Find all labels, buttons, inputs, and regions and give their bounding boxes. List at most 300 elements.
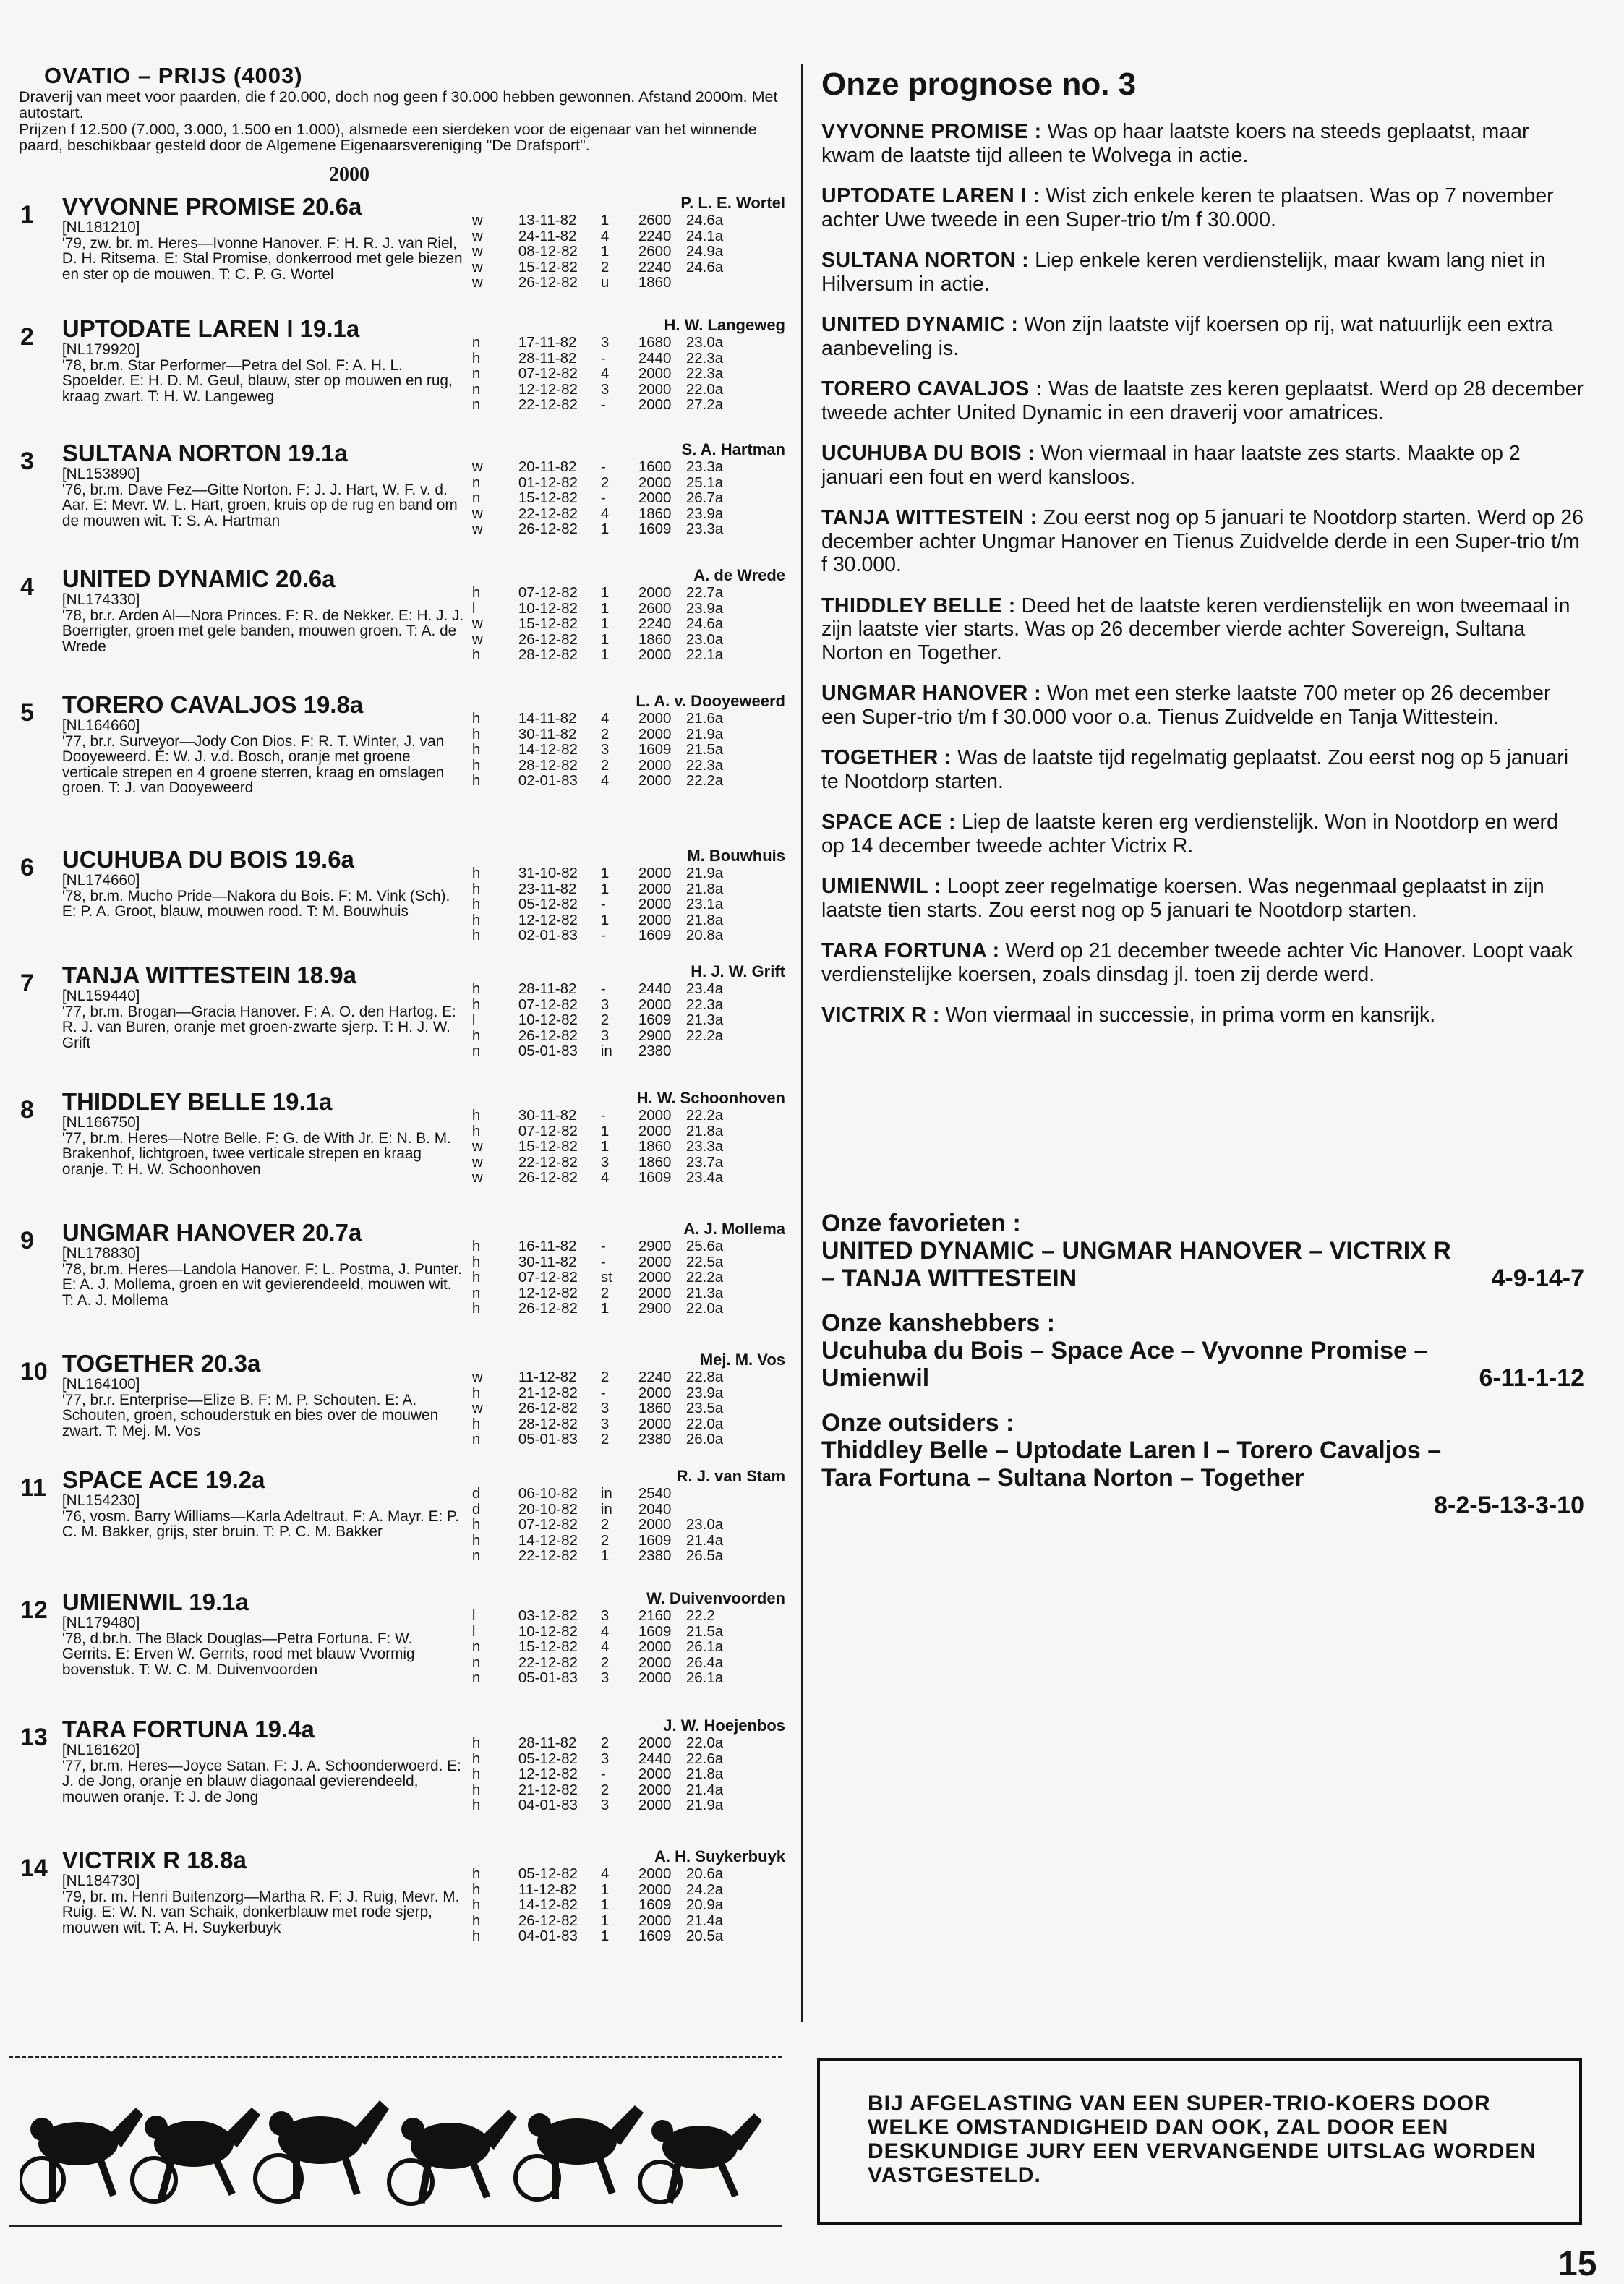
result-row [465, 366, 788, 382]
track-code: h [471, 1415, 481, 1432]
track-code: n [471, 474, 481, 491]
placing: 4 [600, 1638, 610, 1656]
results-block [465, 847, 788, 962]
placing: 3 [600, 1797, 610, 1814]
spacer [821, 1045, 1584, 1210]
horse-code: [NL166750] [61, 1114, 140, 1131]
placing: 1 [600, 599, 610, 617]
kilometer-time: 20.8a [685, 927, 724, 944]
results-block [465, 1467, 788, 1589]
horse-info [62, 1589, 465, 1716]
kilometer-time: 22.0a [685, 1300, 724, 1317]
entry-number: 7 [20, 970, 34, 997]
race-date: 13-11-82 [518, 212, 577, 228]
race-date: 20-11-82 [518, 458, 577, 475]
horse-description: '77, br.m. Heres—Joyce Satan. F: J. A. Schoonderwoerd. E: J. de Jong, oranje en blauw diagonaal gevierendeeld, mouwen oranje. T: J. de Jong [61, 1757, 461, 1805]
result-row [465, 1866, 788, 1882]
result-row [465, 1751, 788, 1767]
race-date: 26-12-82 [518, 1300, 578, 1317]
race-distance: 2000 [638, 710, 672, 727]
result-row [465, 647, 788, 663]
race-date: 05-12-82 [518, 1750, 578, 1767]
race-date: 26-12-82 [518, 1400, 578, 1417]
kilometer-time: 23.4a [685, 980, 724, 997]
result-row [465, 1882, 788, 1898]
results-block [465, 440, 788, 566]
entry-number: 14 [20, 1855, 48, 1882]
race-date: 24-11-82 [518, 227, 577, 244]
track-code: h [471, 1269, 481, 1286]
track-code: h [471, 1253, 481, 1270]
placing: u [600, 274, 610, 291]
entry-number: 8 [20, 1096, 34, 1124]
driver-name: A. J. Mollema [683, 1220, 785, 1238]
race-date: 07-12-82 [518, 1122, 578, 1139]
race-date: 21-12-82 [518, 1781, 578, 1798]
race-distance: 2000 [638, 772, 672, 790]
kilometer-time: 21.8a [685, 880, 724, 897]
race-date: 21-12-82 [518, 1384, 578, 1401]
kilometer-time: 23.0a [685, 630, 724, 648]
driver-name: S. A. Hartman [681, 440, 785, 458]
placing: - [600, 349, 606, 367]
comment-horse-name: SPACE ACE : [821, 810, 957, 834]
horse-info [62, 1716, 465, 1847]
result-row [465, 865, 788, 881]
result-row [465, 1012, 788, 1028]
race-date: 07-12-82 [518, 996, 578, 1013]
race-date: 11-12-82 [518, 1369, 577, 1385]
placing: 3 [600, 741, 610, 758]
horse-info [62, 194, 465, 316]
kilometer-time: 22.1a [685, 646, 724, 664]
race-date: 28-12-82 [518, 1415, 578, 1432]
comment-text: Won viermaal in haar laatste zes starts. Maakte op 2 januari een fout en werd kansloos. [821, 442, 1521, 489]
race-date: 16-11-82 [518, 1238, 577, 1254]
race-distance: 2000 [638, 1781, 672, 1798]
track-code: h [471, 772, 481, 790]
kilometer-time: 22.3a [685, 349, 724, 367]
race-date: 28-11-82 [518, 349, 577, 367]
track-code: w [471, 1169, 483, 1186]
race-distance: 2000 [638, 1638, 672, 1656]
track-code: h [471, 1027, 481, 1044]
page-number: 15 [1558, 2245, 1597, 2283]
comment-horse-name: SULTANA NORTON : [821, 249, 1030, 272]
horse-description: '78, br.r. Arden Al—Nora Princes. F: R. de Nekker. E: H. J. J. Boerrigter, groen met gele banden, mouwen groen. T: A. de Wrede [61, 607, 464, 655]
driver-name: A. de Wrede [693, 566, 785, 584]
track-code: l [471, 1607, 476, 1624]
horse-code: [NL178830] [61, 1245, 140, 1262]
placing: 1 [600, 865, 610, 881]
comment-text: Was de laatste zes keren geplaatst. Werd op 28 december tweede achter United Dynamic in een draverij voor amatrices. [821, 377, 1584, 424]
race-distance: 2000 [638, 1384, 672, 1401]
comment-paragraph [821, 120, 1584, 167]
track-code: h [471, 1735, 481, 1751]
comment-horse-name: UNGMAR HANOVER : [821, 682, 1042, 705]
result-row [465, 521, 788, 537]
result-row [465, 1400, 788, 1416]
race-distance: 1609 [638, 1531, 672, 1549]
result-row [465, 928, 788, 944]
race-distance: 2600 [638, 599, 672, 617]
track-code: h [471, 1750, 481, 1767]
driver-name: H. J. W. Grift [691, 962, 785, 980]
horse-info [62, 316, 465, 440]
horse-code: [NL181210] [61, 219, 140, 236]
outsiders-block [821, 1409, 1584, 1519]
comment-horse-name: TARA FORTUNA : [821, 939, 1000, 962]
race-date: 02-01-83 [518, 927, 578, 944]
result-row [465, 1369, 788, 1385]
track-code: w [471, 458, 483, 475]
placing: 2 [600, 258, 610, 275]
race-date: 12-12-82 [518, 1766, 578, 1783]
track-code: h [471, 349, 481, 367]
kilometer-time: 20.9a [685, 1896, 724, 1914]
race-date: 26-12-82 [518, 630, 578, 648]
placing: - [600, 1253, 606, 1270]
race-date: 20-10-82 [518, 1500, 578, 1518]
comment-text: Liep enkele keren verdienstelijk, maar kwam lang niet in Hilversum in actie. [821, 249, 1546, 296]
placing: 2 [600, 756, 610, 774]
race-date: 15-12-82 [518, 258, 578, 275]
horse-description: '76, br.m. Dave Fez—Gitte Norton. F: J. J. Hart, W. F. v. d. Aar. E: Mevr. W. L. Hart, groen, kruis op de rug en band om de mouwen wit. T: S. A. Hartman [61, 481, 458, 529]
result-row [465, 997, 788, 1013]
race-date: 05-01-83 [518, 1043, 578, 1060]
placing: 1 [600, 212, 610, 228]
placing: 2 [600, 725, 610, 743]
placing: 2 [600, 1516, 610, 1534]
comment-paragraph [821, 377, 1584, 424]
race-date: 06-10-82 [518, 1485, 578, 1502]
track-code: h [471, 1300, 481, 1317]
kanshebbers-line2: Umienwil [821, 1364, 930, 1392]
kanshebbers-heading: Onze kanshebbers : [821, 1309, 1056, 1337]
comment-horse-name: TOGETHER : [821, 746, 952, 769]
race-distance: 2240 [638, 1369, 672, 1385]
track-code: h [471, 1384, 481, 1401]
race-date: 17-11-82 [518, 334, 577, 351]
result-row [465, 773, 788, 789]
race-distance: 2440 [638, 1750, 672, 1767]
result-row [465, 1028, 788, 1044]
horse-code: [NL179480] [61, 1614, 140, 1631]
entry-11 [19, 1467, 788, 1589]
track-code: h [471, 756, 481, 774]
kilometer-time: 26.0a [685, 1431, 724, 1448]
placing: 3 [600, 1153, 610, 1171]
result-row [465, 1735, 788, 1751]
result-row [465, 758, 788, 774]
race-distance: 2000 [638, 911, 672, 928]
track-code: n [471, 1654, 481, 1671]
race-distance: 2000 [638, 865, 672, 881]
driver-name: W. Duivenvoorden [646, 1589, 785, 1607]
kilometer-time: 25.6a [685, 1238, 724, 1254]
entry-number: 2 [20, 323, 34, 351]
race-distance: 2000 [638, 1669, 672, 1687]
placing: 1 [600, 1300, 610, 1317]
track-code: h [471, 1781, 481, 1798]
kilometer-time: 26.7a [685, 489, 724, 507]
placing: 3 [600, 1607, 610, 1624]
horse-description: '76, vosm. Barry Williams—Karla Adeltraut. F: A. Mayr. E: P. C. M. Bakker, grijs, ster bruin. T: P. C. M. Bakker [61, 1507, 459, 1541]
comment-text: Wist zich enkele keren te plaatsen. Was op 7 november achter Uwe tweede in een Super-trio t/m f 30.000. [821, 184, 1554, 231]
horse-name: UNITED DYNAMIC 20.6a [61, 565, 336, 592]
driver-name: H. W. Schoonhoven [636, 1089, 785, 1107]
race-date: 12-12-82 [518, 380, 578, 398]
kilometer-time: 24.1a [685, 227, 724, 244]
driver-name: M. Bouwhuis [687, 847, 785, 865]
driver-name: H. W. Langeweg [664, 316, 785, 334]
track-code: n [471, 1669, 481, 1687]
result-row [465, 981, 788, 997]
race-date: 10-12-82 [518, 1622, 578, 1640]
kilometer-time: 23.3a [685, 458, 724, 475]
placing: 1 [600, 1928, 610, 1945]
kilometer-time: 22.0a [685, 1415, 724, 1432]
driver-name: R. J. van Stam [676, 1467, 785, 1485]
race-distance: 1600 [638, 458, 672, 475]
result-row [465, 1517, 788, 1533]
prognose-comments [821, 120, 1584, 1027]
track-code: w [471, 243, 483, 260]
horse-code: [NL154230] [61, 1492, 140, 1509]
kilometer-time: 21.8a [685, 1766, 724, 1783]
placing: 3 [600, 1400, 610, 1417]
horse-description: '79, br. m. Henri Buitenzorg—Martha R. F: J. Ruig, Mevr. M. Ruig. E: W. N. van Schaik, donkerblauw met rode sjerp, mouwen wit. T: A. H. Suykerbuyk [61, 1888, 460, 1936]
placing: 2 [600, 1284, 610, 1301]
track-code: h [471, 996, 481, 1013]
race-date: 04-01-83 [518, 1928, 578, 1945]
driver-name: P. L. E. Wortel [680, 194, 785, 212]
track-code: w [471, 258, 483, 275]
horse-description: '77, br.r. Enterprise—Elize B. F: M. P. Schouten. E: A. Schouten, groen, schouderstuk en bies over de mouwen zwart. T: Mej. M. Vos [61, 1391, 439, 1440]
result-row [465, 742, 788, 758]
race-distance: 2000 [638, 896, 672, 913]
placing: - [600, 927, 606, 944]
race-distance: 2440 [638, 349, 672, 367]
race-title: OVATIO – PRIJS (4003) [44, 63, 303, 88]
race-distance: 2000 [638, 1415, 672, 1432]
race-distance: 1680 [638, 334, 672, 351]
race-distance: 2380 [638, 1431, 672, 1448]
entry-number: 12 [20, 1596, 48, 1624]
race-distance: 1860 [638, 1153, 672, 1171]
placing: 1 [600, 243, 610, 260]
comment-paragraph [821, 442, 1584, 489]
horse-name: UMIENWIL 19.1a [61, 1588, 249, 1615]
race-date: 15-12-82 [518, 1138, 578, 1155]
horse-code: [NL159440] [61, 988, 140, 1004]
track-code: n [471, 1638, 481, 1656]
placing: 2 [600, 1369, 610, 1385]
results-block [465, 1220, 788, 1351]
comment-text: Werd op 21 december tweede achter Vic Hanover. Loopt vaak verdienstelijke koersen, zoals dinsdag jl. toen zij derde werd. [821, 939, 1573, 986]
race-distance: 1609 [638, 1928, 672, 1945]
kilometer-time: 21.5a [685, 741, 724, 758]
horse-description: '79, zw. br. m. Heres—Ivonne Hanover. F: H. R. J. van Riel, D. H. Ritsema. E: Stal Promise, donkerrood met gele biezen en ster op de mouwen. T: C. P. G. Wortel [61, 234, 463, 283]
kilometer-time: 24.9a [685, 243, 724, 260]
result-row [465, 1043, 788, 1059]
result-row [465, 1124, 788, 1139]
result-row [465, 335, 788, 351]
race-date: 01-12-82 [518, 474, 578, 491]
result-row [465, 632, 788, 648]
track-code: n [471, 396, 481, 414]
placing: 3 [600, 380, 610, 398]
kilometer-time: 22.2a [685, 1107, 724, 1124]
result-row [465, 1782, 788, 1798]
horse-name: UPTODATE LAREN I 19.1a [61, 315, 360, 342]
race-distance: 2000 [638, 584, 672, 601]
result-row [465, 585, 788, 601]
kilometer-time: 23.1a [685, 896, 724, 913]
race-date: 12-12-82 [518, 1284, 578, 1301]
horse-name: SULTANA NORTON 19.1a [61, 440, 348, 466]
track-code: h [471, 865, 481, 881]
race-date: 02-01-83 [518, 772, 578, 790]
track-code: h [471, 741, 481, 758]
horse-description: '78, d.br.h. The Black Douglas—Petra Fortuna. F: W. Gerrits. E: Erven W. Gerrits, rood met blauw Vvormig bovenstuk. T: W. C. M. Duivenvoorden [61, 1630, 415, 1678]
comment-horse-name: TORERO CAVALJOS : [821, 377, 1043, 401]
horse-description: '77, br.m. Heres—Notre Belle. F: G. de With Jr. E: N. B. M. Brakenhof, lichtgroen, twee verticale strepen en kraag oranje. T: H. W. Schoonhoven [61, 1129, 451, 1178]
track-code: n [471, 1284, 481, 1301]
kilometer-time: 24.6a [685, 212, 724, 228]
kilometer-time: 22.6a [685, 1750, 724, 1767]
track-code: n [471, 1547, 481, 1565]
kilometer-time: 21.5a [685, 1622, 724, 1640]
placing: 4 [600, 1865, 610, 1882]
result-row [465, 1928, 788, 1944]
favorieten-heading: Onze favorieten : [821, 1209, 1021, 1237]
horse-info [62, 1351, 465, 1467]
horse-info [62, 1220, 465, 1351]
comment-horse-name: UNITED DYNAMIC : [821, 313, 1019, 336]
placing: 4 [600, 227, 610, 244]
kilometer-time: 23.0a [685, 1516, 724, 1534]
result-row [465, 1913, 788, 1929]
horse-info [62, 1089, 465, 1220]
placing: 2 [600, 1654, 610, 1671]
race-date: 08-12-82 [518, 243, 578, 260]
placing: 1 [600, 646, 610, 664]
kilometer-time: 22.0a [685, 1735, 724, 1751]
results-block [465, 1716, 788, 1847]
race-date: 14-12-82 [518, 1531, 578, 1549]
comment-paragraph [821, 313, 1584, 360]
placing: 3 [600, 996, 610, 1013]
horse-name: UCUHUBA DU BOIS 19.6a [61, 846, 354, 873]
kanshebbers-numbers: 6-11-1-12 [1479, 1364, 1584, 1392]
track-code: n [471, 489, 481, 507]
prognose-title: Onze prognose no. 3 [821, 67, 1137, 102]
notice-box [817, 2058, 1582, 2225]
favorieten-block [821, 1210, 1584, 1292]
result-row [465, 897, 788, 912]
result-row [465, 213, 788, 228]
kilometer-time: 21.8a [685, 911, 724, 928]
track-code: h [471, 1531, 481, 1549]
race-distance: 2000 [638, 880, 672, 897]
result-row [465, 275, 788, 291]
kilometer-time: 23.4a [685, 1169, 724, 1186]
result-row [465, 475, 788, 491]
placing: in [600, 1043, 612, 1060]
kilometer-time: 24.6a [685, 258, 724, 275]
race-distance: 1609 [638, 1622, 672, 1640]
results-block [465, 1089, 788, 1220]
kilometer-time [686, 1043, 737, 1059]
result-row [465, 616, 788, 632]
horse-name: UNGMAR HANOVER 20.7a [61, 1219, 362, 1246]
kilometer-time: 21.4a [685, 1912, 724, 1929]
comment-text: Liep de laatste keren erg verdienstelijk. Won in Nootdorp en werd op 14 december tweede achter Victrix R. [821, 810, 1558, 857]
track-code: w [471, 630, 483, 648]
comment-horse-name: UMIENWIL : [821, 875, 941, 898]
kilometer-time: 21.6a [685, 710, 724, 727]
result-row [465, 1270, 788, 1286]
comment-paragraph [821, 594, 1584, 665]
kilometer-time: 26.1a [685, 1638, 724, 1656]
track-code: h [471, 1896, 481, 1914]
race-distance: 2900 [638, 1300, 672, 1317]
placing: 1 [600, 911, 610, 928]
entry-6 [19, 847, 788, 962]
outsiders-numbers: 8-2-5-13-3-10 [1434, 1491, 1584, 1519]
result-row [465, 397, 788, 413]
race-date: 14-12-82 [518, 741, 578, 758]
result-row [465, 351, 788, 367]
entry-10 [19, 1351, 788, 1467]
race-date: 07-12-82 [518, 1269, 578, 1286]
track-code: w [471, 274, 483, 291]
race-distance: 2440 [638, 980, 672, 997]
placing: - [600, 896, 606, 913]
entry-number: 13 [20, 1724, 48, 1751]
result-row [465, 459, 788, 475]
horse-code: [NL164660] [61, 717, 140, 734]
kilometer-time: 27.2a [685, 396, 724, 414]
kilometer-time: 24.6a [685, 615, 724, 633]
kilometer-time: 24.2a [685, 1881, 724, 1898]
placing: 1 [600, 1881, 610, 1898]
comment-paragraph [821, 682, 1584, 729]
favorieten-line2: – TANJA WITTESTEIN [821, 1264, 1077, 1292]
entry-14 [19, 1847, 788, 1963]
result-row [465, 1301, 788, 1317]
track-code: h [471, 1516, 481, 1534]
race-distance: 1860 [638, 630, 672, 648]
outsiders-heading: Onze outsiders : [821, 1408, 1014, 1437]
race-date: 28-12-82 [518, 756, 578, 774]
entry-8 [19, 1089, 788, 1220]
kilometer-time: 21.3a [685, 1284, 724, 1301]
horse-name: THIDDLEY BELLE 19.1a [61, 1088, 333, 1115]
placing: - [600, 1384, 606, 1401]
result-row [465, 1139, 788, 1155]
race-date: 28-12-82 [518, 646, 578, 664]
result-row [465, 1766, 788, 1782]
bottom-rule [9, 2225, 782, 2227]
race-distance: 2000 [638, 1865, 672, 1882]
result-row [465, 1624, 788, 1640]
race-date: 28-11-82 [518, 980, 577, 997]
kilometer-time: 22.7a [685, 584, 724, 601]
placing: 4 [600, 1169, 610, 1186]
race-distance: 1609 [638, 1169, 672, 1186]
